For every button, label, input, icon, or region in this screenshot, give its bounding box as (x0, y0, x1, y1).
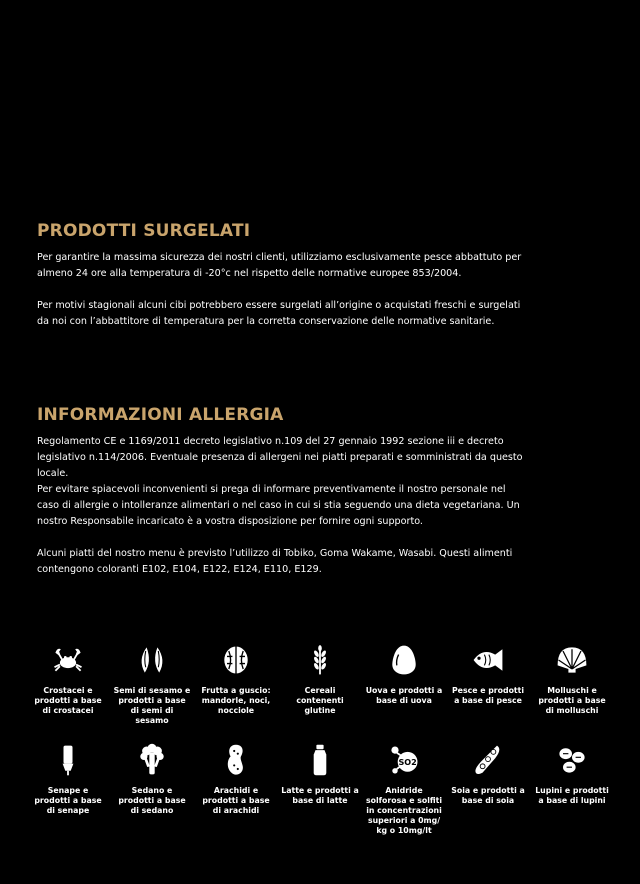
crab-icon (48, 640, 88, 680)
shell-icon (552, 640, 592, 680)
allergen-nuts (200, 640, 272, 726)
allergen-grid-row-1 (32, 640, 608, 726)
allergen-label: Soia e prodotti a base di soia (451, 786, 525, 805)
allergen-label: Anidride solforosa e solfiti in concentrazioni superiori a 0mg/ kg o 10mg/lt (365, 786, 443, 835)
allergen-label: Latte e prodotti a base di latte (281, 786, 359, 805)
egg-icon (384, 640, 424, 680)
allergen-crustaceans (32, 640, 104, 726)
milk-icon (300, 740, 340, 780)
allergen-label: Semi di sesamo e prodotti a base di semi di sesamo (113, 686, 191, 725)
allergen-label: Arachidi e prodotti a base di arachidi (202, 786, 270, 815)
lupin-icon (552, 740, 592, 780)
allergen-label: Uova e prodotti a base di uova (365, 686, 443, 705)
allergen-peanuts (200, 740, 272, 836)
allergen-grid-row-2 (32, 740, 608, 836)
frozen-title: PRODOTTI SURGELATI (37, 221, 251, 241)
allergen-label: Sedano e prodotti a base di sedano (118, 786, 186, 815)
allergen-celery (116, 740, 188, 836)
nut-icon (216, 640, 256, 680)
allergen-label: Frutta a guscio: mandorle, noci, nocciole (201, 686, 271, 715)
allergy-section (37, 405, 527, 578)
allergen-label: Pesce e prodotti a base di pesce (451, 686, 525, 705)
allergen-eggs (365, 640, 443, 726)
sesame-icon (132, 640, 172, 680)
mustard-icon (48, 740, 88, 780)
so2-badge: SO2 (398, 756, 417, 767)
allergen-mustard (32, 740, 104, 836)
frozen-paragraph-1: Per garantire la massima sicurezza dei nostri clienti, utilizziamo esclusivamente pesce abbattuto per almeno 24 ore alla temperatura di -20°c nel rispetto delle normative europee 853/2004. (37, 252, 522, 279)
frozen-section (37, 221, 527, 330)
allergen-milk (281, 740, 359, 836)
allergen-label: Lupini e prodotti a base di lupini (535, 786, 609, 805)
celery-icon (132, 740, 172, 780)
allergen-fish (452, 640, 524, 726)
peanut-icon (216, 740, 256, 780)
allergen-label: Cereali contenenti glutine (296, 686, 344, 715)
frozen-paragraph-2: Per motivi stagionali alcuni cibi potrebbero essere surgelati all’origine o acquistati freschi e surgelati da noi con l’abbattitore di temperatura per la corretta conservazione delle normative sanitarie. (37, 300, 521, 327)
allergy-paragraph-2: Per evitare spiacevoli inconvenienti si prega di informare preventivamente il nostro personale nel caso di allergie o intolleranze alimentari o nel caso in cui si stia seguendo una dieta vegetariana. Un nostro Responsabile incaricato è a vostra disposizione per fornire ogni supporto. (37, 484, 520, 527)
allergy-title: INFORMAZIONI ALLERGIA (37, 405, 284, 425)
allergen-lupins (536, 740, 608, 836)
soy-icon (468, 740, 508, 780)
allergen-molluscs (536, 640, 608, 726)
sulphite-icon (384, 740, 424, 780)
fish-icon (468, 640, 508, 680)
allergen-gluten (284, 640, 356, 726)
allergen-label: Senape e prodotti a base di senape (34, 786, 102, 815)
wheat-icon (300, 640, 340, 680)
allergy-paragraph-3: Alcuni piatti del nostro menu è previsto l’utilizzo di Tobiko, Goma Wakame, Wasabi. Questi alimenti contengono coloranti E102, E104, E122, E124, E110, E129. (37, 548, 513, 575)
allergen-sesame (113, 640, 191, 726)
allergy-paragraph-1: Regolamento CE e 1169/2011 decreto legislativo n.109 del 27 gennaio 1992 sezione iii e decreto legislativo n.114/2006. Eventuale presenza di allergeni nei piatti preparati e somministrati da questo locale. (37, 436, 523, 479)
allergen-label: Crostacei e prodotti a base di crostacei (34, 686, 102, 715)
allergen-sulphites (365, 740, 443, 836)
allergen-label: Molluschi e prodotti a base di molluschi (538, 686, 606, 715)
allergen-soy (452, 740, 524, 836)
